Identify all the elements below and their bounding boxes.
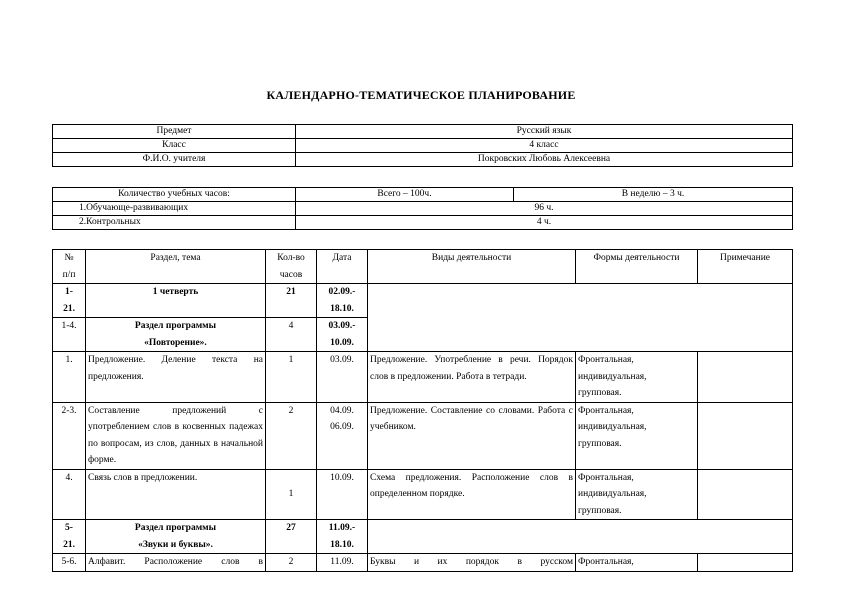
row-hours: 27: [266, 520, 317, 554]
row-num: 4.: [53, 469, 86, 520]
row-topic: Раздел программы «Звуки и буквы».: [86, 520, 266, 554]
row-empty-span: [368, 284, 793, 352]
row-num: 5- 21.: [53, 520, 86, 554]
header-date: Дата: [317, 250, 368, 284]
table-row: [53, 469, 793, 520]
info-value: Русский язык: [296, 125, 793, 139]
row-hours: 2: [266, 402, 317, 469]
row-note: [698, 352, 793, 403]
row-note: [698, 402, 793, 469]
header-forms: Формы деятельности: [576, 250, 698, 284]
header-hours: Кол-во часов: [266, 250, 317, 284]
hours-row-label: 2.Контрольных: [53, 216, 296, 230]
info-label: Предмет: [53, 125, 296, 139]
info-row-subject: [53, 125, 793, 139]
row-note: [698, 469, 793, 520]
row-date: 04.09. 06.09.: [317, 402, 368, 469]
row-topic: Связь слов в предложении.: [86, 469, 266, 520]
row-activity: Схема предложения. Расположение слов в определенном порядке.: [368, 469, 576, 520]
row-hours: 1: [266, 469, 317, 520]
hours-table: [52, 187, 793, 230]
info-row-teacher: [53, 153, 793, 167]
row-forms: Фронтальная, индивидуальная, групповая.: [576, 469, 698, 520]
row-hours: 1: [266, 352, 317, 403]
info-label: Класс: [53, 139, 296, 153]
table-row: [53, 352, 793, 403]
row-note: [698, 554, 793, 572]
header-num: № п/п: [53, 250, 86, 284]
row-date: 03.09.: [317, 352, 368, 403]
hours-row: [53, 202, 793, 216]
table-row: [53, 284, 793, 318]
hours-row-value: 96 ч.: [296, 202, 793, 216]
row-activity: Буквы и их порядок в русском: [368, 554, 576, 572]
row-activity: Предложение. Составление со словами. Работа с учебником.: [368, 402, 576, 469]
hours-row: [53, 216, 793, 230]
row-num: 5-6.: [53, 554, 86, 572]
header-topic: Раздел, тема: [86, 250, 266, 284]
header-note: Примечание: [698, 250, 793, 284]
hours-row-total: [53, 188, 793, 202]
row-date: 11.09.: [317, 554, 368, 572]
info-label: Ф.И.О. учителя: [53, 153, 296, 167]
row-activity: Предложение. Употребление в речи. Порядок слов в предложении. Работа в тетради.: [368, 352, 576, 403]
info-row-class: [53, 139, 793, 153]
row-date: 02.09.- 18.10.: [317, 284, 368, 318]
hours-total: Всего – 100ч.: [296, 188, 514, 202]
row-empty-span: [368, 520, 793, 554]
subject-info-table: [52, 124, 793, 167]
row-hours: 4: [266, 318, 317, 352]
row-topic: Предложение. Деление текста на предложения.: [86, 352, 266, 403]
row-forms: Фронтальная, индивидуальная, групповая.: [576, 352, 698, 403]
hours-per-week: В неделю – 3 ч.: [514, 188, 793, 202]
hours-row-label: 1.Обучающе-развивающих: [53, 202, 296, 216]
page-title: КАЛЕНДАРНО-ТЕМАТИЧЕСКОЕ ПЛАНИРОВАНИЕ: [266, 88, 576, 102]
plan-header-row: [53, 250, 793, 284]
info-value: Покровских Любовь Алексеевна: [296, 153, 793, 167]
table-row: [53, 520, 793, 554]
row-topic: Раздел программы «Повторение».: [86, 318, 266, 352]
row-forms: Фронтальная, индивидуальная, групповая.: [576, 402, 698, 469]
row-date: 03.09.- 10.09.: [317, 318, 368, 352]
row-num: 1-4.: [53, 318, 86, 352]
table-row: [53, 402, 793, 469]
hours-label: Количество учебных часов:: [53, 188, 296, 202]
row-num: 1.: [53, 352, 86, 403]
row-date: 10.09.: [317, 469, 368, 520]
row-num: 1- 21.: [53, 284, 86, 318]
row-topic: Алфавит. Расположение слов в: [86, 554, 266, 572]
row-num: 2-3.: [53, 402, 86, 469]
info-value: 4 класс: [296, 139, 793, 153]
table-row: [53, 554, 793, 572]
hours-row-value: 4 ч.: [296, 216, 793, 230]
plan-table: [52, 249, 793, 572]
row-topic: Составление предложений с употреблением слов в косвенных падежах по вопросам, из слов, данных в начальной форме.: [86, 402, 266, 469]
row-forms: Фронтальная,: [576, 554, 698, 572]
row-topic: 1 четверть: [86, 284, 266, 318]
row-hours: 2: [266, 554, 317, 572]
header-activity: Виды деятельности: [368, 250, 576, 284]
row-hours: 21: [266, 284, 317, 318]
row-date: 11.09.- 18.10.: [317, 520, 368, 554]
